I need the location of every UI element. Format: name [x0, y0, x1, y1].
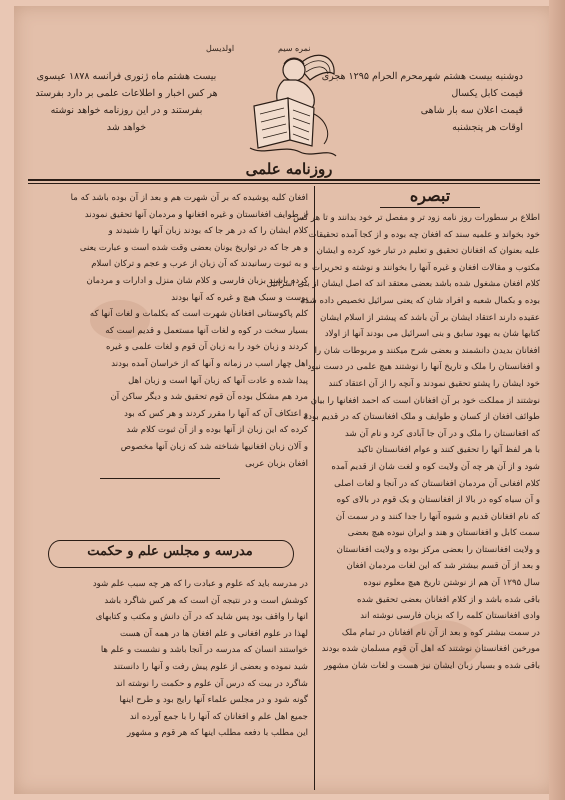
left-column-lower-text	[28, 576, 308, 742]
text-line: لهذا در علوم افغانی و علم افغان ها در همه آن هست	[119, 628, 308, 639]
text-line: افغانان بدیدن دانشمند و بعضی شرح میکنند و مربوطات شان را	[314, 345, 540, 356]
text-line: وادی افغانستان کلمه را که بزبان فارسی نوشته اند	[360, 611, 540, 622]
masthead-top-label-right: نمره سیم	[278, 44, 311, 53]
text-line: شاگرد در بیت که درس آن علوم و حکمت را نوشته اند	[115, 678, 308, 689]
text-line: و آن سیاه کوه در بالا از افغانستان و یک قوم در بالای کوه	[336, 495, 540, 506]
section-subheading: مدرسه و مجلس علم و حکمت	[87, 544, 253, 559]
text-line: کرده که این زبان از آنها بوده و از آن ثبوت کلام شد	[126, 425, 308, 436]
text-line: باقی شده و بسیار زبان ایشان نیز هست و لغات شان مشهور	[324, 661, 540, 672]
text-line: پیدا شده و عادت آنها که زبان آنها است و زبان اهل	[128, 375, 308, 386]
text-line: شید نموده و بعضی از علوم پیش رفت و آنها را دانستند	[113, 661, 308, 672]
text-line: و اعتکاف آن که آنها را مقرر کردند و هر کس که بود	[124, 408, 308, 419]
text-line: بوده و بکمال شعبه و افراد شان که یعنی سرائیل تخصیص داده شده	[300, 295, 540, 306]
text-line: و به ثبوت رسانیدند که آن زبان از عرب و عجم و ترکان اسلام	[91, 259, 308, 270]
text-line: جمیع اهل علم و افغانان که آنها را با جمع آورده اند	[129, 711, 308, 722]
text-line: کوشش است و در نتیجه آن است که هر کس شاگرد باشد	[104, 595, 308, 606]
text-line: کلام افغانی آن مردمان افغانستان که در آنجا و لغات اصلی	[334, 478, 540, 489]
masthead-right-block	[321, 68, 523, 136]
text-line: که نام افغانان قدیم و شیوه آنها را جدا کنند و در سمت آن	[335, 511, 540, 522]
text-line: در سمت بیشتر کوه و بعد از آن نام افغانان در تمام ملک	[341, 627, 540, 638]
text-line: سمت کابل و افغانستان و هند و ایران نبوده هیچ بعضی	[347, 528, 540, 539]
text-line: پوست و سبک هیچ و غیره که آنها بودند	[171, 292, 308, 303]
masthead-ad-price-line: قیمت اعلان سه بار شاهی	[420, 105, 523, 116]
text-line: افغان بزبان عربی	[245, 458, 308, 469]
text-line: کلام افغان مشغول شده باشد بعضی معتقد اند که اصل ایشان از بنی اسرائیل	[266, 279, 540, 290]
masthead-notice-line: هر کس اخبار و اطلاعات علمی بر دارد بفرستد	[35, 88, 218, 99]
text-line: کلام ایشان را که در هر جا که بودند زبان آنها را شنیدند و	[108, 226, 308, 237]
section-heading: تبصره	[360, 186, 500, 205]
left-column-text	[28, 190, 308, 472]
text-line: و ولایت افغانستان را بعضی مرکز بوده و ولایت افغانستان	[336, 544, 540, 555]
text-line: اهل چهار اسب در زمانه و آنها که از خراسان آمده بودند	[111, 358, 308, 369]
text-line: در مدرسه باید که علوم و عبادت را که هر چه سبب علم شود	[92, 579, 308, 589]
text-line: و بعد از آن قسم بیشتر شد که این لغات مردمان افغان	[346, 561, 540, 572]
masthead-notice-line: خواهد شد	[106, 122, 147, 133]
text-line: عقیده دارند اعتقاد ایشان بر آن باشد که پیشتر از اسلام ایشان	[320, 312, 540, 323]
text-line: خود ایشان را پشتو تحقیق نمودند و آنچه را از آن اعتقاد کنند	[328, 378, 540, 389]
masthead-left-block	[34, 68, 219, 136]
masthead-date-hijri: دوشنبه بیست هشتم شهرمحرم الحرام ۱۲۹۵ هجری	[321, 71, 523, 82]
text-line: بسیار سخت در کوه و لغات آنها مستعمل و قدیم است که	[105, 325, 308, 336]
masthead-rule	[28, 179, 540, 181]
text-line: افغان کلیه پوشیده که بر آن شهرت هم و بعد از آن بوده باشد که ما	[70, 193, 308, 203]
masthead-rule-thin	[28, 183, 540, 184]
text-line: کلم پاکوستانی افغانان شهرت است که بکلمات و لغات آنها که	[89, 309, 308, 320]
text-line: باقی شده باشد و از کلام افغانان بعضی تحقیق شده	[356, 594, 540, 605]
text-line: خود بخواند و علمیه سند که افغان چه بوده و از کجا آمده تحقیقات	[308, 229, 540, 240]
section-divider	[100, 478, 220, 479]
text-line: گونه شود و در مجلس علماء آنها رایج بود و طرح اینها	[119, 695, 308, 706]
text-line: با هر لفظ آنها را تحقیق کنند و عوام افغانستان تاکید	[357, 445, 540, 456]
text-line: از طوایف افغانستان و غیره افغانها و مردمان آنها تحقیق نمودند	[84, 209, 308, 220]
masthead-notice-line: بفرستند و در این روزنامه خواهد نوشته	[50, 105, 203, 116]
masthead-top-label-left: اولدیسل	[206, 44, 235, 53]
text-line: این مطلب با دفعه مطلب اینها که هر قوم و مشهور	[127, 728, 308, 739]
text-line: خواستند انسان که مدرسه در آنجا باشد و نشست و علم ها	[100, 645, 308, 656]
masthead-price-line: قیمت کابل یکسال	[451, 88, 523, 99]
text-line: و آلان زبان افغانیها شناخته شد که زبان آنها مخصوص	[120, 441, 308, 452]
text-line: کتابها شان به یهود سابق و بنی اسرائیل می بودند آنها از اولاد	[324, 329, 540, 340]
newspaper-title: روزنامه علمی	[245, 160, 333, 178]
text-line: و افغانستان را ملک و تاریخ آنها را نوشتند هیچ علمی در دست نبود	[307, 362, 540, 373]
text-line: نوشتند از مملکت خود بر آن افغانان است که احمد افغانها را بیان	[310, 395, 540, 406]
text-line: که افغانستان را ملک و در آن جا آبادی کرد و نام آن شد	[345, 428, 540, 439]
text-line: مورخین افغانستان نوشتند که اهل آن قوم مسلمان شده بودند	[321, 644, 540, 655]
cherub-emblem-icon	[244, 44, 340, 162]
text-line: مکتوب و مقالات افغان و غیره آنها را بخوانند و نوشته و تحریرات	[312, 262, 540, 273]
masthead-schedule-line: اوقات هر پنجشنبه	[452, 122, 523, 133]
text-line: شود و از آن هر چه آن ولایت کوه و لغت شان از قدیم آمده	[331, 461, 540, 472]
text-line: کرده باشند بزبان فارسی و کلام شان منزل و ادارات و مردمان	[86, 275, 308, 286]
text-line: طوائف افغان از کسان و طوایف و ملک افغانستان که در قدیم بوده	[303, 412, 540, 423]
text-line: علیه بعنوان که افغانان تحقیق و تعلیم در تبار خود کرده و ایشان	[316, 246, 540, 257]
text-line: انها را واقف بود پس شاید که در آن دانش و مکتب و کتابهای	[95, 612, 308, 623]
page-edge	[549, 0, 565, 800]
text-line: مرد هم مشکل بوده آن قوم تحقیق شد و دیگر ساکن آن	[110, 392, 308, 403]
text-line: اطلاع بر سطورات روز نامه زود تر و مفصل تر خود بدانند و تا هر کس	[293, 213, 540, 223]
text-line: و هر جا که در تواریخ یونان بعضی وقت شده است و عبارت یعنی	[79, 242, 308, 253]
masthead-date-gregorian: بیست هشتم ماه ژنوری فرانسه ۱۸۷۸ عیسوی	[36, 71, 217, 82]
text-line: کردند و زبان خود را به زبان آن قوم و لغات علمی و غیره	[105, 342, 308, 353]
text-line: سال ۱۲۹۵ آن هم از نوشتن تاریخ هیچ معلوم نبوده	[363, 578, 540, 589]
